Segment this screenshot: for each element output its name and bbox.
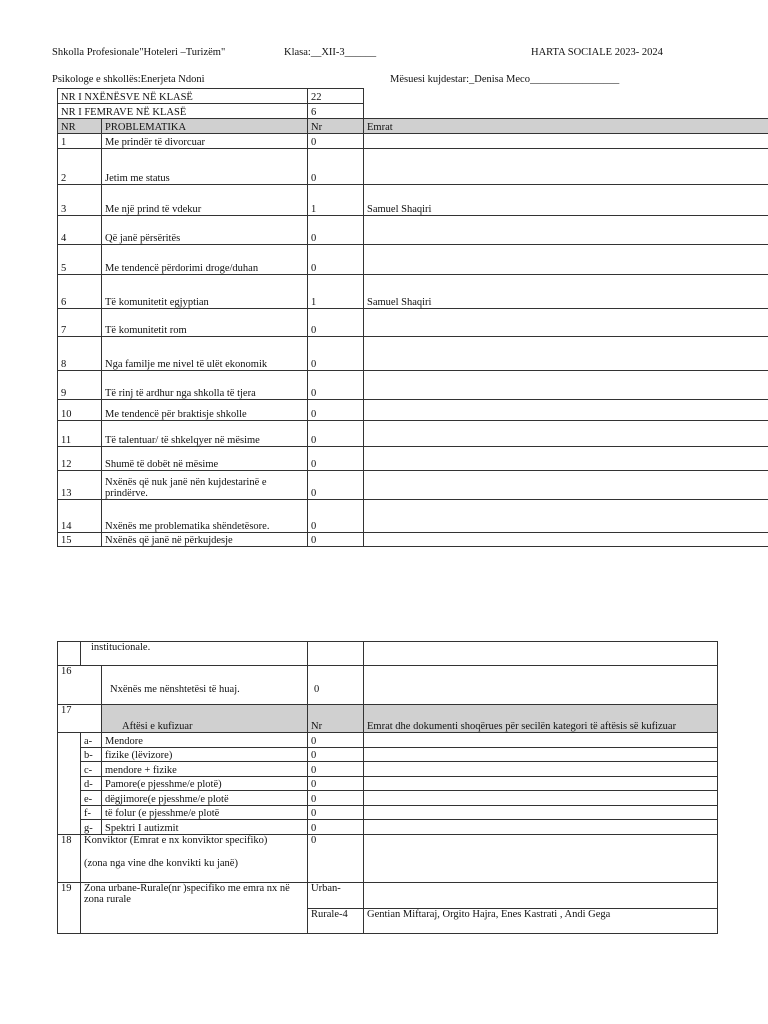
row-names: Samuel Shaqiri — [364, 275, 768, 309]
table-row — [58, 275, 768, 309]
row-nr: 19 — [58, 882, 81, 933]
table-row — [58, 733, 718, 748]
row-count: 0 — [308, 666, 364, 705]
row-nr: 13 — [58, 471, 102, 500]
urban-count: Urban- — [308, 882, 364, 908]
row-nr: 1 — [58, 134, 102, 149]
class-label: Klasa:__XII-3______ — [284, 47, 377, 58]
row-problem: Me tendencë përdorimi droge/duhan — [102, 245, 308, 275]
table-row — [58, 762, 718, 777]
table-row — [58, 134, 768, 149]
row-nr: 14 — [58, 500, 102, 533]
row-names — [364, 500, 768, 533]
row-problem: Me tendencë për braktisje shkolle — [102, 400, 308, 421]
rural-names: Gentian Miftaraj, Orgito Hajra, Enes Kastrati , Andi Gega — [364, 908, 718, 933]
row-count: 0 — [308, 421, 364, 447]
row-nr: 2 — [58, 149, 102, 185]
row-names — [364, 400, 768, 421]
row-names — [364, 245, 768, 275]
row-problem: Shumë të dobët në mësime — [102, 447, 308, 471]
row-nr: 15 — [58, 533, 102, 547]
boarder-line-2: (zona nga vine dhe konvikti ku janë) — [84, 857, 238, 869]
row-names — [364, 471, 768, 500]
row-problem: Të talentuar/ të shkelqyer në mësime — [102, 421, 308, 447]
row-names — [364, 371, 768, 400]
row-nr: 4 — [58, 216, 102, 245]
disability-count: 0 — [308, 776, 364, 791]
row-problem: Nxënës që janë në përkujdesje — [102, 533, 308, 547]
table-header-row — [58, 119, 768, 134]
boarder-line-1: Konviktor (Emrat e nx konviktor specifiko) — [84, 834, 268, 846]
row-count: 0 — [308, 309, 364, 337]
disability-title: Aftësi e kufizuar — [102, 705, 308, 733]
row-nr: 16 — [58, 666, 102, 705]
row-nr: 18 — [58, 834, 81, 882]
row-nr: 7 — [58, 309, 102, 337]
row-nr: 17 — [58, 705, 102, 733]
row-count: 0 — [308, 245, 364, 275]
table-row-19-urban — [58, 882, 718, 908]
table-row — [58, 791, 718, 806]
row-nr: 11 — [58, 421, 102, 447]
row-names — [364, 216, 768, 245]
female-students-value: 6 — [308, 104, 364, 119]
table-row — [58, 747, 718, 762]
row-names — [364, 149, 768, 185]
row-count: 0 — [308, 533, 364, 547]
table-row — [58, 245, 768, 275]
row-problem: Të komunitetit egjyptian — [102, 275, 308, 309]
row-count: 0 — [308, 149, 364, 185]
disability-label: fizike (lëvizore) — [102, 747, 308, 762]
disability-count: 0 — [308, 747, 364, 762]
table-row — [58, 185, 768, 216]
disability-letter: b- — [81, 747, 102, 762]
continuation-text: institucionale. — [81, 642, 308, 666]
table-row — [58, 371, 768, 400]
row-problem: Nxënës që nuk janë nën kujdestarinë e prindërve. — [102, 471, 308, 500]
table-row — [58, 805, 718, 820]
disability-count-header: Nr — [308, 705, 364, 733]
col-header-count: Nr — [308, 119, 364, 134]
table-row — [58, 337, 768, 371]
col-header-nr: NR — [58, 119, 102, 134]
row-nr: 9 — [58, 371, 102, 400]
row-nr: 3 — [58, 185, 102, 216]
table-row — [58, 216, 768, 245]
psychologist-label: Psikologe e shkollës:Enerjeta Ndoni — [52, 74, 205, 85]
disability-letter: d- — [81, 776, 102, 791]
row-names: Samuel Shaqiri — [364, 185, 768, 216]
document-title: HARTA SOCIALE 2023- 2024 — [531, 47, 663, 58]
disability-letter: c- — [81, 762, 102, 777]
row-problem: Me prindër të divorcuar — [102, 134, 308, 149]
row-problem: Të komunitetit rom — [102, 309, 308, 337]
row-count: 1 — [308, 185, 364, 216]
table-row-17-header — [58, 705, 718, 733]
row-count: 0 — [308, 134, 364, 149]
continuation-row — [58, 642, 718, 666]
table-row — [58, 149, 768, 185]
boarder-cell — [81, 834, 308, 882]
col-header-problem: PROBLEMATIKA — [102, 119, 308, 134]
row-nr: 10 — [58, 400, 102, 421]
row-names — [364, 337, 768, 371]
total-students-label: NR I NXËNËSVE NË KLASË — [58, 89, 308, 104]
disability-label: mendore + fizike — [102, 762, 308, 777]
row-count: 0 — [308, 337, 364, 371]
disability-label: Mendore — [102, 733, 308, 748]
total-students-value: 22 — [308, 89, 364, 104]
disability-label: Spektri I autizmit — [102, 820, 308, 835]
row-problem: Të rinj të ardhur nga shkolla të tjera — [102, 371, 308, 400]
row-count: 0 — [308, 400, 364, 421]
disability-letter: g- — [81, 820, 102, 835]
table-row — [58, 500, 768, 533]
disability-count: 0 — [308, 733, 364, 748]
row-nr: 12 — [58, 447, 102, 471]
female-students-label: NR I FEMRAVE NË KLASË — [58, 104, 308, 119]
row-names — [364, 309, 768, 337]
disability-label: të folur (e pjesshme/e plotë — [102, 805, 308, 820]
disability-count: 0 — [308, 762, 364, 777]
row-count: 0 — [308, 471, 364, 500]
row-problem: Me një prind të vdekur — [102, 185, 308, 216]
disability-label: Pamore(e pjesshme/e plotë) — [102, 776, 308, 791]
row-names — [364, 134, 768, 149]
row-nr: 5 — [58, 245, 102, 275]
table-row-16 — [58, 666, 718, 705]
disability-letter: a- — [81, 733, 102, 748]
row-problem: Nxënës me nënshtetësi të huaj. — [102, 666, 308, 705]
disability-names-header: Emrat dhe dokumenti shoqërues për secilën kategori të aftësis së kufizuar — [364, 705, 718, 733]
zone-label: Zona urbane-Rurale(nr )specifiko me emra nx në zona rurale — [81, 882, 308, 933]
school-name: Shkolla Profesionale"Hoteleri –Turizëm" — [52, 47, 226, 58]
table-row — [58, 471, 768, 500]
row-nr: 6 — [58, 275, 102, 309]
disability-label: dëgjimore(e pjesshme/e plotë — [102, 791, 308, 806]
row-count: 0 — [308, 447, 364, 471]
social-map-table — [57, 88, 768, 547]
table-row — [58, 533, 768, 547]
table-row — [58, 447, 768, 471]
table-row — [58, 309, 768, 337]
disability-count: 0 — [308, 805, 364, 820]
table-row — [58, 776, 718, 791]
row-problem: Jetim me status — [102, 149, 308, 185]
social-map-table-continued — [57, 641, 718, 934]
row-count: 0 — [308, 371, 364, 400]
disability-letter: f- — [81, 805, 102, 820]
row-names — [364, 533, 768, 547]
rural-count: Rurale-4 — [308, 908, 364, 933]
disability-count: 0 — [308, 820, 364, 835]
table-row-18 — [58, 834, 718, 882]
col-header-names: Emrat — [364, 119, 768, 134]
row-problem: Nga familje me nivel të ulët ekonomik — [102, 337, 308, 371]
row-problem: Nxënës me problematika shëndetësore. — [102, 500, 308, 533]
teacher-label: Mësuesi kujdestar:_Denisa Meco_________________ — [390, 74, 620, 85]
row-count: 0 — [308, 500, 364, 533]
total-students-row — [58, 89, 768, 104]
table-row — [58, 820, 718, 835]
table-row — [58, 421, 768, 447]
row-names — [364, 447, 768, 471]
row-count: 0 — [308, 834, 364, 882]
row-count: 1 — [308, 275, 364, 309]
row-nr: 8 — [58, 337, 102, 371]
row-problem: Që janë përsëritës — [102, 216, 308, 245]
table-row — [58, 400, 768, 421]
row-count: 0 — [308, 216, 364, 245]
disability-count: 0 — [308, 791, 364, 806]
disability-letter: e- — [81, 791, 102, 806]
female-students-row — [58, 104, 768, 119]
row-names — [364, 421, 768, 447]
